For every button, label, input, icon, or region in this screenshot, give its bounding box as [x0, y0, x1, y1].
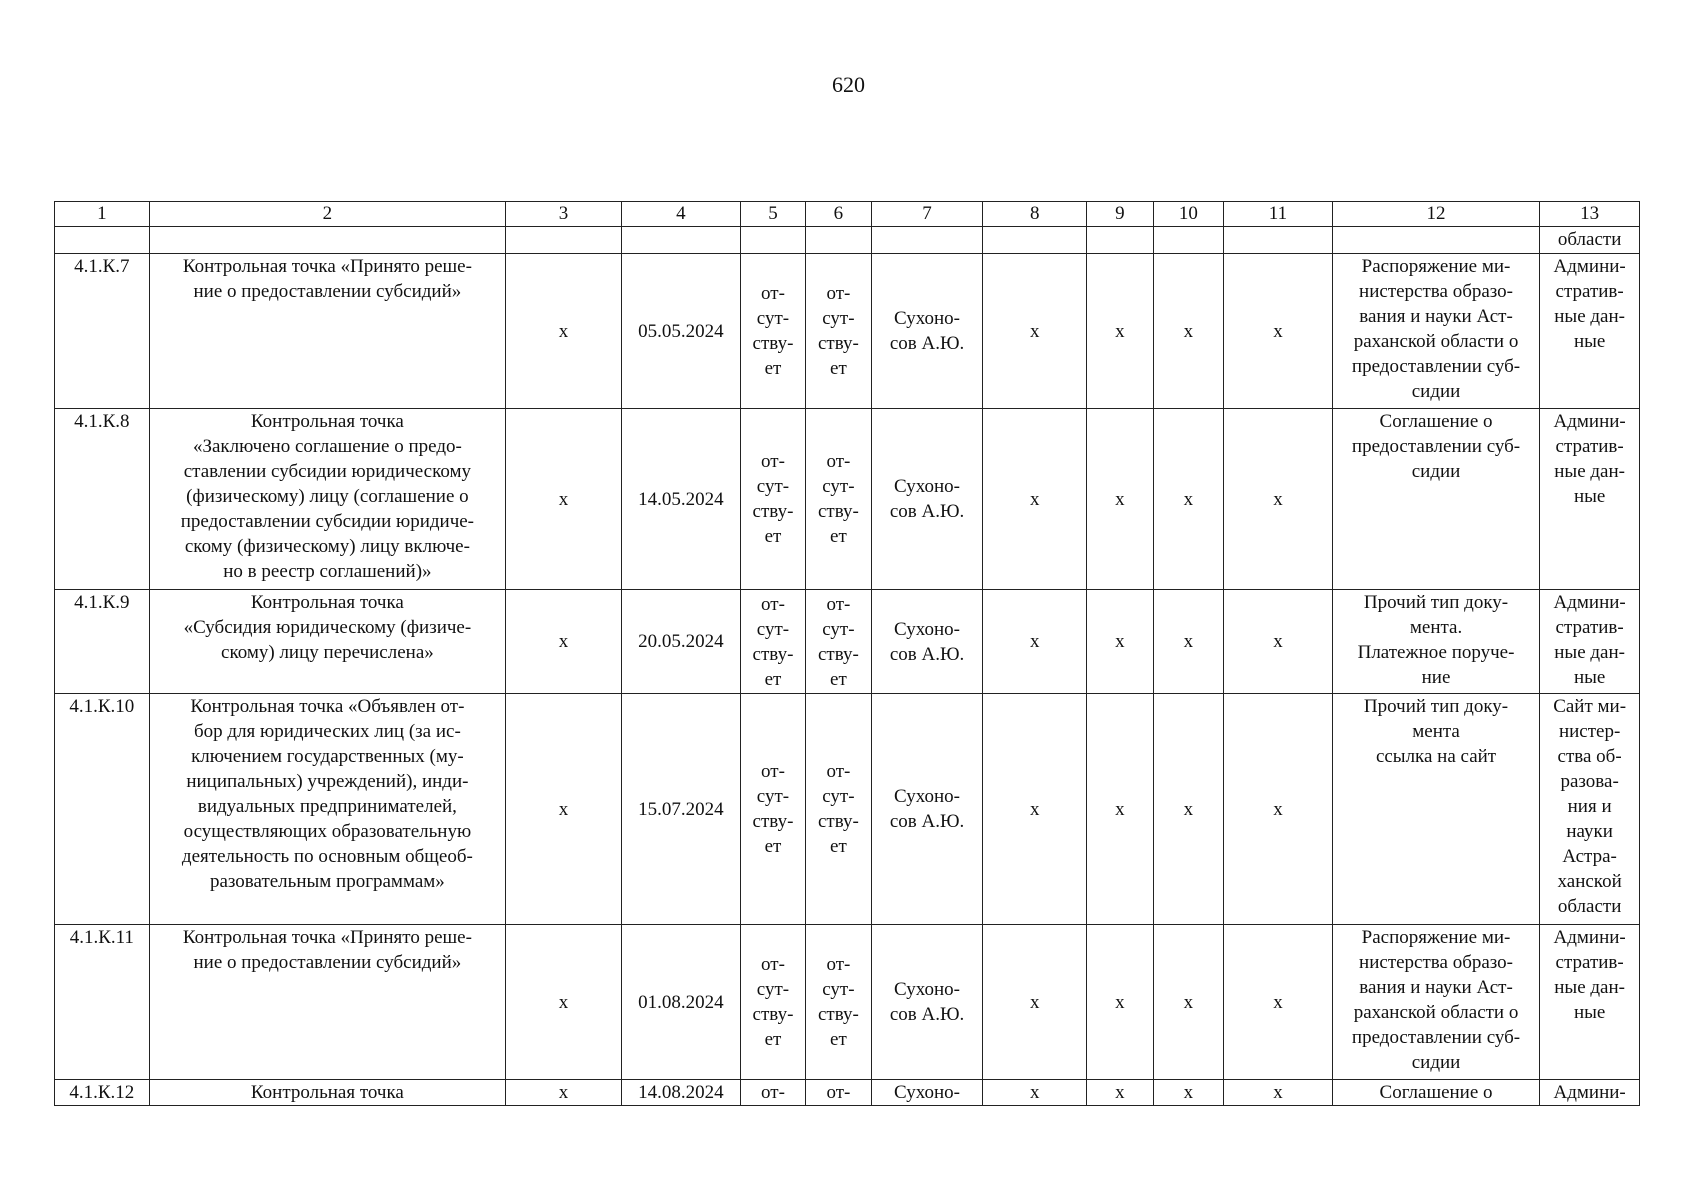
- control-point-name: Контрольная точка «Принято реше- ние о предоставлении субсидий»: [149, 254, 505, 409]
- cont-cell: [1332, 227, 1539, 254]
- col-header-13: 13: [1540, 202, 1640, 227]
- cont-cell: [740, 227, 805, 254]
- table-row: [55, 254, 1640, 409]
- cell-col10: х: [1153, 254, 1223, 409]
- cell-col8: х: [983, 409, 1087, 590]
- col-header-9: 9: [1087, 202, 1153, 227]
- cell-col10: х: [1153, 1080, 1223, 1106]
- control-point-name: Контрольная точка «Субсидия юридическому (физиче- скому) лицу перечислена»: [149, 590, 505, 694]
- date-cell: 05.05.2024: [621, 254, 740, 409]
- cell-col6: от- сут- ству- ет: [806, 925, 871, 1080]
- cell-col5: от- сут- ству- ет: [740, 925, 805, 1080]
- cont-cell: [55, 227, 150, 254]
- col-header-3: 3: [506, 202, 622, 227]
- table-row: [55, 1080, 1640, 1106]
- col-header-1: 1: [55, 202, 150, 227]
- cell-col8: х: [983, 1080, 1087, 1106]
- date-cell: 14.08.2024: [621, 1080, 740, 1106]
- cont-cell: [506, 227, 622, 254]
- document-cell: Распоряжение ми- нистерства образо- вания и науки Аст- раханской области о предоставлении суб- сидии: [1332, 254, 1539, 409]
- col-header-2: 2: [149, 202, 505, 227]
- cell-col5: от- сут- ству- ет: [740, 254, 805, 409]
- cell-col9: х: [1087, 590, 1153, 694]
- cont-source-cell: области: [1540, 227, 1640, 254]
- cell-col5: от- сут- ству- ет: [740, 590, 805, 694]
- cell-col5: от- сут- ству- ет: [740, 409, 805, 590]
- cell-col6: от- сут- ству- ет: [806, 409, 871, 590]
- cell-col9: х: [1087, 409, 1153, 590]
- cell-col8: х: [983, 694, 1087, 925]
- cell-col3: х: [506, 409, 622, 590]
- col-header-12: 12: [1332, 202, 1539, 227]
- date-cell: 15.07.2024: [621, 694, 740, 925]
- table-row: [55, 694, 1640, 925]
- responsible-cell: Сухоно- сов А.Ю.: [871, 925, 983, 1080]
- responsible-cell: Сухоно-: [871, 1080, 983, 1106]
- cell-col11: х: [1224, 694, 1333, 925]
- cont-cell: [806, 227, 871, 254]
- cell-col9: х: [1087, 254, 1153, 409]
- col-header-6: 6: [806, 202, 871, 227]
- cell-col10: х: [1153, 925, 1223, 1080]
- col-header-11: 11: [1224, 202, 1333, 227]
- cell-col9: х: [1087, 925, 1153, 1080]
- cell-col11: х: [1224, 1080, 1333, 1106]
- cell-col3: х: [506, 925, 622, 1080]
- date-cell: 20.05.2024: [621, 590, 740, 694]
- cont-cell: [1153, 227, 1223, 254]
- col-header-4: 4: [621, 202, 740, 227]
- cell-col3: х: [506, 254, 622, 409]
- col-header-10: 10: [1153, 202, 1223, 227]
- row-id: 4.1.К.11: [55, 925, 150, 1080]
- table-row: [55, 590, 1640, 694]
- source-cell: Админи- стратив- ные дан- ные: [1540, 590, 1640, 694]
- cell-col10: х: [1153, 409, 1223, 590]
- cell-col5: от- сут- ству- ет: [740, 694, 805, 925]
- cell-col8: х: [983, 925, 1087, 1080]
- date-cell: 01.08.2024: [621, 925, 740, 1080]
- row-id: 4.1.К.12: [55, 1080, 150, 1106]
- cont-cell: [1087, 227, 1153, 254]
- col-header-8: 8: [983, 202, 1087, 227]
- document-cell: Прочий тип доку- мента. Платежное поруче- ние: [1332, 590, 1539, 694]
- source-cell: Админи- стратив- ные дан- ные: [1540, 925, 1640, 1080]
- source-cell: Админи-: [1540, 1080, 1640, 1106]
- cont-cell: [871, 227, 983, 254]
- source-cell: Админи- стратив- ные дан- ные: [1540, 409, 1640, 590]
- page-number: 620: [832, 72, 865, 97]
- date-cell: 14.05.2024: [621, 409, 740, 590]
- cell-col6: от- сут- ству- ет: [806, 694, 871, 925]
- cell-col9: х: [1087, 1080, 1153, 1106]
- cell-col5: от-: [740, 1080, 805, 1106]
- cell-col8: х: [983, 254, 1087, 409]
- col-header-5: 5: [740, 202, 805, 227]
- document-cell: Соглашение о: [1332, 1080, 1539, 1106]
- responsible-cell: Сухоно- сов А.Ю.: [871, 694, 983, 925]
- control-point-name: Контрольная точка «Принято реше- ние о предоставлении субсидий»: [149, 925, 505, 1080]
- cell-col6: от- сут- ству- ет: [806, 590, 871, 694]
- control-point-name: Контрольная точка «Заключено соглашение о предо- ставлении субсидии юридическому (физическому) лицу (соглашение о предоставлении субсидии юридиче- скому (физическому) лицу включе- но в реестр соглашений)»: [149, 409, 505, 590]
- control-point-name: Контрольная точка «Объявлен от- бор для юридических лиц (за ис- ключением государственных (му- ниципальных) учреждений), инди- видуальных предпринимателей, осуществляющих образовательную деятельность по основным общеоб- разовательным программам»: [149, 694, 505, 925]
- col-header-7: 7: [871, 202, 983, 227]
- document-cell: Соглашение о предоставлении суб- сидии: [1332, 409, 1539, 590]
- cell-col11: х: [1224, 590, 1333, 694]
- document-cell: Распоряжение ми- нистерства образо- вания и науки Аст- раханской области о предоставлении суб- сидии: [1332, 925, 1539, 1080]
- cell-col3: х: [506, 590, 622, 694]
- continuation-row: [55, 227, 1640, 254]
- cell-col8: х: [983, 590, 1087, 694]
- control-points-table: [54, 201, 1640, 1106]
- document-cell: Прочий тип доку- мента ссылка на сайт: [1332, 694, 1539, 925]
- cont-cell: [149, 227, 505, 254]
- responsible-cell: Сухоно- сов А.Ю.: [871, 590, 983, 694]
- source-cell: Сайт ми- нистер- ства об- разова- ния и науки Астра- ханской области: [1540, 694, 1640, 925]
- cell-col11: х: [1224, 925, 1333, 1080]
- cell-col11: х: [1224, 409, 1333, 590]
- cont-cell: [983, 227, 1087, 254]
- control-point-name: Контрольная точка: [149, 1080, 505, 1106]
- cell-col10: х: [1153, 694, 1223, 925]
- column-number-row: [55, 202, 1640, 227]
- cont-cell: [1224, 227, 1333, 254]
- row-id: 4.1.К.8: [55, 409, 150, 590]
- cell-col10: х: [1153, 590, 1223, 694]
- table-row: [55, 925, 1640, 1080]
- table-row: [55, 409, 1640, 590]
- responsible-cell: Сухоно- сов А.Ю.: [871, 254, 983, 409]
- row-id: 4.1.К.7: [55, 254, 150, 409]
- cell-col9: х: [1087, 694, 1153, 925]
- cell-col6: от-: [806, 1080, 871, 1106]
- cell-col3: х: [506, 1080, 622, 1106]
- row-id: 4.1.К.9: [55, 590, 150, 694]
- cell-col6: от- сут- ству- ет: [806, 254, 871, 409]
- row-id: 4.1.К.10: [55, 694, 150, 925]
- cell-col3: х: [506, 694, 622, 925]
- cell-col11: х: [1224, 254, 1333, 409]
- source-cell: Админи- стратив- ные дан- ные: [1540, 254, 1640, 409]
- cont-cell: [621, 227, 740, 254]
- responsible-cell: Сухоно- сов А.Ю.: [871, 409, 983, 590]
